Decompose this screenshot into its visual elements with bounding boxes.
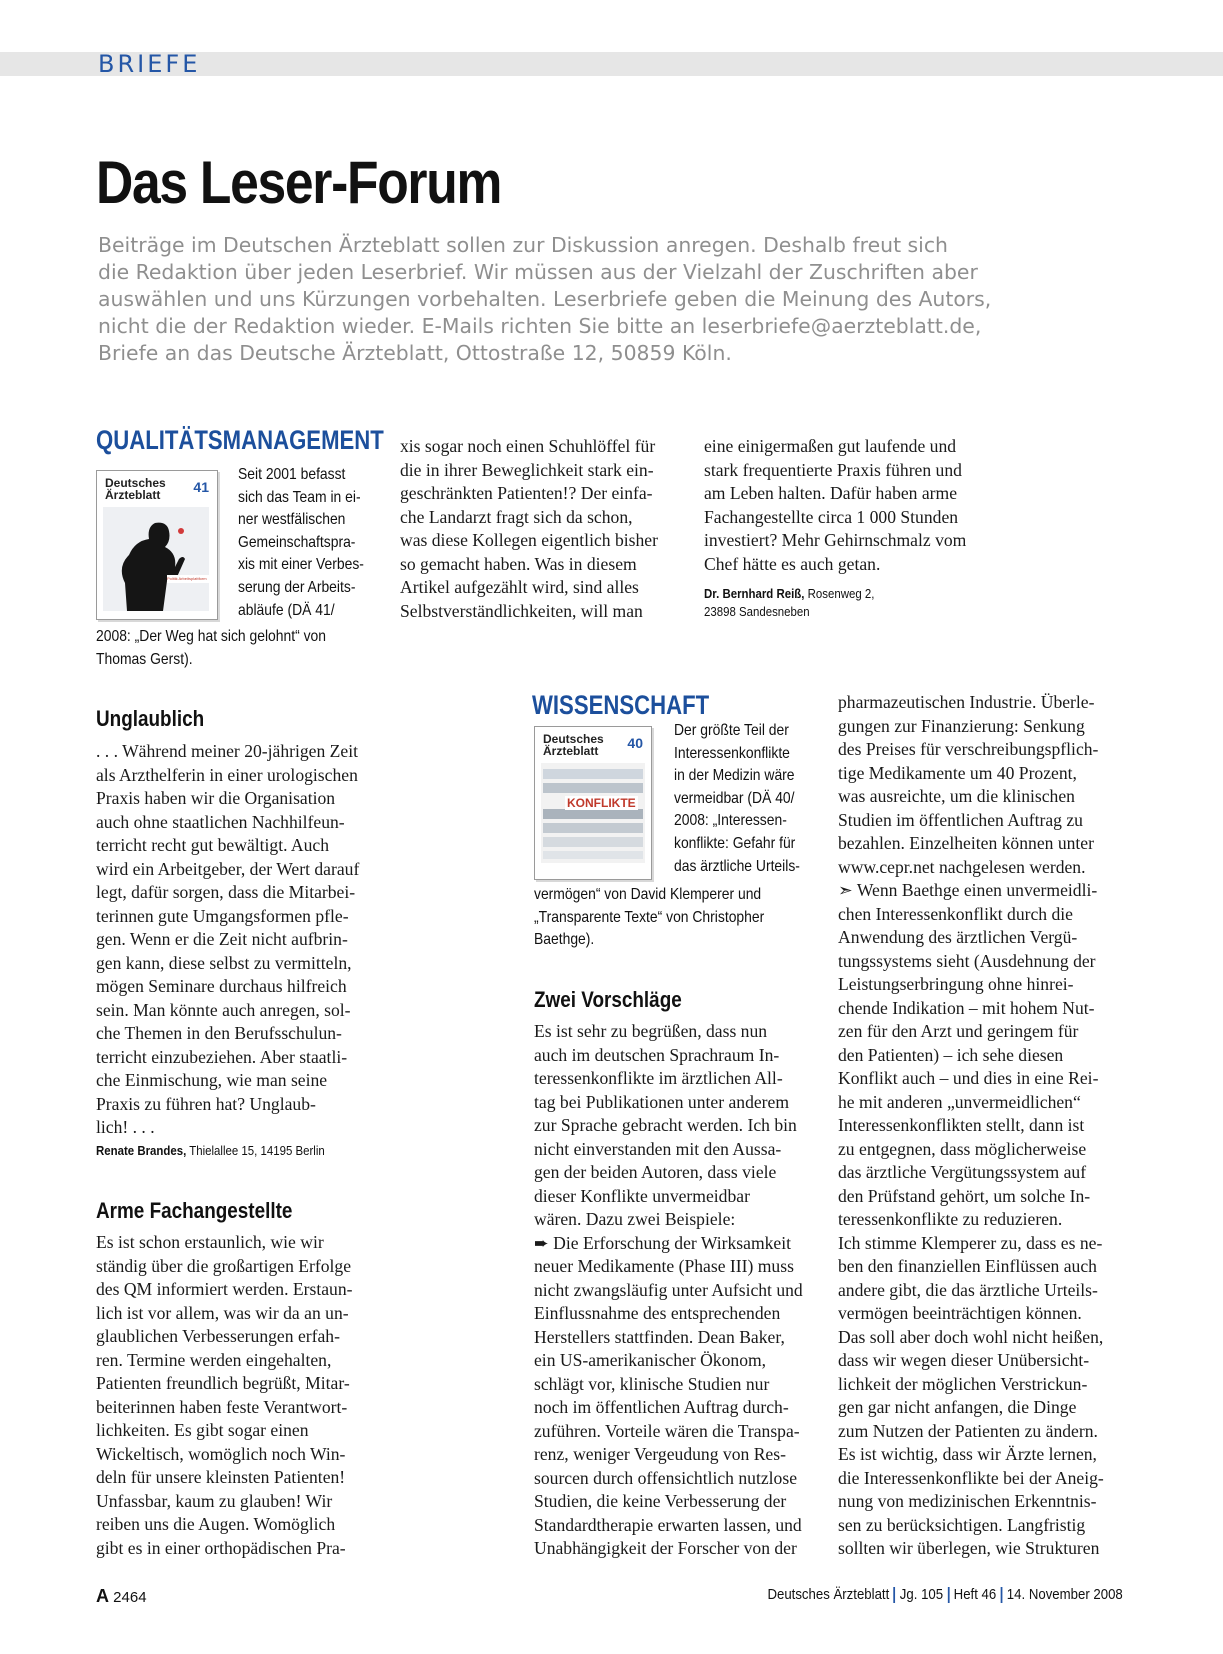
wiss-cover-image: [534, 726, 652, 880]
letter-zwei: [534, 986, 710, 1014]
body-line: Standardtherapie erwarten lassen, und: [534, 1514, 802, 1535]
summary-line: 2008: „Der Weg hat sich gelohnt“ von: [96, 628, 327, 645]
separator: [894, 1587, 896, 1603]
body-line: Unfassbar, kaum zu glauben! Wir: [96, 1490, 333, 1511]
author-address: 23898 Sandesneben: [704, 604, 810, 619]
body-line: Praxis haben wir die Organisation: [96, 788, 336, 808]
body-line: reiben uns die Augen. Womöglich: [96, 1514, 336, 1534]
silhouette-image: [97, 471, 217, 619]
body-line: Ich stimme Klemperer zu, dass es ne-: [838, 1232, 1103, 1253]
body-line: Es ist sehr zu begrüßen, dass nun: [534, 1021, 768, 1041]
body-line: lichkeit der möglichen Verstrickun-: [838, 1373, 1088, 1394]
body-line: terinnen gute Umgangsformen pfle-: [96, 905, 349, 926]
body-line: terricht einzubeziehen. Aber staatli-: [96, 1046, 348, 1067]
body-line: Konflikt auch – und dies in eine Rei-: [838, 1068, 1099, 1088]
body-line: geschränkten Patienten!? Der einfa-: [400, 483, 653, 503]
body-line: tungssystems sieht (Ausdehnung der: [838, 950, 1096, 971]
author-address: Thielallee 15, 14195 Berlin: [189, 1143, 325, 1158]
qm-cover-image: [96, 470, 218, 620]
journal-name: Deutsches Ärzteblatt: [767, 1586, 890, 1603]
body-line: ben den finanziellen Einflüssen auch: [838, 1256, 1097, 1276]
letter-body-continued: [400, 435, 658, 623]
letter-body-continued: [704, 435, 966, 576]
body-line: mögen Seminare durchaus hilfreich: [96, 976, 347, 996]
summary-line: Interessenkonflikte: [674, 744, 790, 762]
body-line: tige Medikamente um 40 Prozent,: [838, 762, 1077, 783]
letter-unglaublich: [96, 705, 225, 733]
body-line: sourcen durch offensichtlich nutzlose: [534, 1467, 798, 1488]
body-line: gen gar nicht anfangen, die Dinge: [838, 1397, 1077, 1417]
body-line: zum Nutzen der Patienten zu ändern.: [838, 1420, 1098, 1441]
body-line: das ärztliche Vergütungssystem auf: [838, 1162, 1087, 1182]
summary-line: das ärztliche Urteils-: [674, 857, 800, 875]
journal-issue: Heft 46: [953, 1586, 997, 1603]
body-line: legt, dafür sorgen, dass die Mitarbei-: [96, 882, 356, 902]
letter-body: [534, 1020, 803, 1561]
body-line: Interessenkonflikten stellt, dann ist: [838, 1115, 1085, 1135]
body-line: zen für den Arzt und geringem für: [838, 1021, 1079, 1041]
body-line: ➣ Wenn Baethge einen unvermeidli-: [838, 880, 1098, 900]
body-line: auch ohne staatlichen Nachhilfeun-: [96, 811, 345, 832]
body-line: wären. Dazu zwei Beispiele:: [534, 1209, 736, 1229]
summary-line: Seit 2001 befasst: [238, 466, 346, 483]
body-line: Chef hätte es auch getan.: [704, 553, 881, 574]
letter-body: [96, 740, 359, 1140]
body-line: was diese Kollegen eigentlich bisher: [400, 530, 658, 550]
cover-overlay-text: KONFLIKTE: [567, 796, 636, 810]
summary-line: ner westfälischen: [238, 511, 346, 529]
journal-volume: Jg. 105: [900, 1586, 944, 1603]
summary-line: Thomas Gerst).: [96, 650, 193, 668]
letter-arme: [96, 1197, 330, 1225]
intro-line[interactable]: nicht die der Redaktion wieder. E-Mails richten Sie bitte an leserbriefe@aerzteblatt.de,: [98, 314, 982, 338]
page-prefix: A: [96, 1586, 109, 1606]
summary-line: vermeidbar (DÄ 40/: [674, 789, 795, 807]
body-line: Unabhängigkeit der Forscher von der: [534, 1538, 797, 1558]
letter-body-continued: [838, 691, 1104, 1561]
qm-summary-side: [238, 464, 381, 622]
body-line: teressenkonflikte zu reduzieren.: [838, 1209, 1063, 1229]
body-line: Praxis zu führen hat? Unglaub-: [96, 1093, 316, 1114]
body-line: nicht zwangsläufig unter Aufsicht und: [534, 1279, 803, 1300]
body-line: zu entgegnen, dass möglicherweise: [838, 1138, 1087, 1159]
wiss-header: WISSENSCHAFT: [532, 690, 710, 720]
body-line: Fachangestellte circa 1 000 Stunden: [704, 506, 959, 527]
wiss-summary-full: [534, 884, 796, 952]
body-line: Herstellers stattfinden. Dean Baker,: [534, 1326, 785, 1347]
body-line: so gemacht haben. Was in diesem: [400, 553, 637, 574]
summary-line: abläufe (DÄ 41/: [238, 601, 335, 619]
body-line: teressenkonflikte im ärztlichen All-: [534, 1068, 783, 1088]
body-line: Patienten freundlich begrüßt, Mitar-: [96, 1373, 350, 1393]
summary-line: konflikte: Gefahr für: [674, 834, 796, 852]
wiss-section: [532, 689, 748, 721]
body-line: andere gibt, die das ärztliche Urteils-: [838, 1279, 1098, 1300]
body-line: xis sogar noch einen Schuhlöffel für: [400, 436, 656, 456]
letter-signature: [96, 1142, 325, 1160]
body-line: noch im öffentlichen Auftrag durch-: [534, 1397, 789, 1417]
qm-section: [96, 424, 386, 456]
letter-title: Zwei Vorschläge: [534, 987, 682, 1012]
cover-issue-number: 40: [627, 735, 643, 751]
letter-body: [96, 1231, 353, 1560]
body-line: was ausreichte, um die klinischen: [838, 786, 1075, 806]
body-line: tag bei Publikationen unter anderem: [534, 1091, 790, 1112]
section-label: BRIEFE: [98, 50, 201, 78]
author-name: Renate Brandes,: [96, 1143, 187, 1158]
body-line: gen. Wenn er die Zeit nicht aufbrin-: [96, 929, 348, 949]
body-line: pharmazeutischen Industrie. Überle-: [838, 692, 1095, 712]
author-address: Rosenweg 2,: [807, 586, 875, 601]
summary-line: Baethge).: [534, 931, 595, 949]
body-line: chende Indikation – mit hohem Nut-: [838, 997, 1095, 1018]
intro-paragraph: [98, 232, 998, 367]
body-line: he mit anderen „unvermeidlichen“: [838, 1091, 1081, 1112]
body-line: Selbstverständlichkeiten, will man: [400, 600, 643, 621]
body-line: www.cepr.net nachgelesen werden.: [838, 856, 1086, 877]
body-line: sein. Man könnte auch anregen, sol-: [96, 999, 351, 1020]
body-line: nung von medizinischen Erkenntnis-: [838, 1491, 1097, 1511]
body-line: neuer Medikamente (Phase III) muss: [534, 1256, 794, 1276]
body-line: gibt es in einer orthopädischen Pra-: [96, 1537, 346, 1558]
body-line: beiterinnen haben feste Verantwort-: [96, 1396, 348, 1417]
body-line: stark frequentierte Praxis führen und: [704, 459, 962, 480]
summary-line: vermögen“ von David Klemperer und: [534, 886, 762, 903]
body-line: eine einigermaßen gut laufende und: [704, 436, 957, 456]
body-line: Studien im öffentlichen Auftrag zu: [838, 809, 1083, 830]
body-line: Es ist wichtig, dass wir Ärzte lernen,: [838, 1444, 1097, 1464]
body-line: wird ein Arbeitgeber, der Wert darauf: [96, 858, 360, 879]
intro-line: auswählen und uns Kürzungen vorbehalten. Leserbriefe geben die Meinung des Autors,: [98, 287, 992, 311]
summary-line: xis mit einer Verbes-: [238, 556, 364, 574]
separator: [948, 1587, 950, 1603]
body-line: dieser Konflikte unvermeidbar: [534, 1185, 750, 1206]
body-line: vermögen beeinträchtigen können.: [838, 1303, 1082, 1323]
body-line: schlägt vor, klinische Studien nur: [534, 1373, 770, 1394]
body-line: ein US-amerikanischer Ökonom,: [534, 1350, 767, 1370]
qm-summary-full: [96, 626, 357, 671]
summary-line: Gemeinschaftspra-: [238, 533, 356, 551]
letter-title: Unglaublich: [96, 706, 205, 731]
summary-line: „Transparente Texte“ von Christopher: [534, 908, 765, 926]
body-line: Das soll aber doch wohl nicht heißen,: [838, 1326, 1104, 1347]
letter-title: Arme Fachangestellte: [96, 1198, 293, 1223]
body-line: gen kann, diese selbst zu vermitteln,: [96, 952, 352, 973]
cover-title: Deutsches Ärzteblatt: [543, 732, 604, 758]
body-line: . . . Während meiner 20-jährigen Zeit: [96, 741, 359, 761]
body-line: Es ist schon erstaunlich, wie wir: [96, 1232, 324, 1252]
cover-title: Deutsches Ärzteblatt: [105, 476, 166, 502]
author-name: Dr. Bernhard Reiß,: [704, 586, 805, 601]
body-line: ren. Termine werden eingehalten,: [96, 1349, 332, 1370]
body-line: che Themen in den Berufsschulun-: [96, 1023, 342, 1043]
body-line: Anwendung des ärztlichen Vergü-: [838, 927, 1078, 947]
body-line: des QM informiert werden. Erstaun-: [96, 1279, 353, 1299]
journal-info: [768, 1586, 1123, 1603]
body-line: terricht recht gut bewältigt. Auch: [96, 835, 330, 855]
summary-line: sich das Team in ei-: [238, 488, 361, 506]
body-line: als Arzthelferin in einer urologischen: [96, 764, 358, 785]
cover-issue-number: 41: [193, 479, 209, 495]
body-line: auch im deutschen Sprachraum In-: [534, 1044, 780, 1065]
page-number-value: 2464: [113, 1589, 147, 1606]
body-line: lich! . . .: [96, 1117, 155, 1137]
body-line: che Landarzt fragt sich da schon,: [400, 506, 633, 527]
body-line: sollten wir überlegen, wie Strukturen: [838, 1538, 1100, 1558]
body-line: ➨ Die Erforschung der Wirksamkeit: [534, 1232, 792, 1253]
body-line: chen Interessenkonflikt durch die: [838, 903, 1073, 924]
body-line: die Interessenkonflikte bei der Aneig-: [838, 1467, 1104, 1488]
body-line: bezahlen. Einzelheiten können unter: [838, 833, 1094, 853]
journal-date: 14. November 2008: [1007, 1586, 1123, 1603]
summary-line: 2008: „Interessen-: [674, 812, 787, 830]
body-line: deln für unsere kleinsten Patienten!: [96, 1467, 346, 1487]
body-line: den Prüfstand gehört, um solche In-: [838, 1185, 1091, 1206]
body-line: gen der beiden Autoren, dass viele: [534, 1162, 777, 1182]
letter-signature: [704, 585, 874, 621]
intro-line: die Redaktion über jeden Leserbrief. Wir müssen aus der Vielzahl der Zuschriften aber: [98, 260, 978, 284]
qm-header: QUALITÄTSMANAGEMENT: [96, 425, 384, 455]
body-line: zur Sprache gebracht werden. Ich bin: [534, 1115, 797, 1135]
body-line: ständig über die großartigen Erfolge: [96, 1255, 352, 1276]
body-line: Einflussnahme des entsprechenden: [534, 1303, 781, 1323]
body-line: glaublichen Verbesserungen erfah-: [96, 1326, 340, 1346]
body-line: nicht einverstanden mit den Aussa-: [534, 1138, 782, 1159]
cover-overlay-text: Politik Arbeitsplattform: [167, 576, 207, 581]
body-line: den Patienten) – ich sehe diesen: [838, 1044, 1064, 1065]
body-line: lich ist vor allem, was wir da an un-: [96, 1302, 349, 1323]
body-line: Wickeltisch, womöglich noch Win-: [96, 1443, 346, 1464]
body-line: che Einmischung, wie man seine: [96, 1070, 328, 1090]
body-line: des Preises für verschreibungspflich-: [838, 739, 1099, 759]
body-line: die in ihrer Beweglichkeit stark ein-: [400, 459, 654, 480]
body-line: Leistungserbringung ohne hinrei-: [838, 974, 1074, 994]
summary-line: serung der Arbeits-: [238, 578, 356, 596]
body-line: am Leben halten. Dafür haben arme: [704, 483, 958, 503]
intro-line: Briefe an das Deutsche Ärzteblatt, Ottostraße 12, 50859 Köln.: [98, 341, 732, 365]
intro-line: Beiträge im Deutschen Ärzteblatt sollen zur Diskussion anregen. Deshalb freut sich: [98, 233, 948, 257]
wiss-summary-side: [674, 720, 817, 878]
summary-line: in der Medizin wäre: [674, 767, 795, 785]
page-title: Das Leser-Forum: [96, 149, 502, 216]
page-number: [96, 1586, 147, 1607]
summary-line: Der größte Teil der: [674, 722, 789, 739]
body-line: Studien, die keine Verbesserung der: [534, 1491, 787, 1511]
body-line: Artikel aufgezählt wird, sind alles: [400, 577, 639, 597]
body-line: lichkeiten. Es gibt sogar einen: [96, 1420, 309, 1440]
body-line: gungen zur Finanzierung: Senkung: [838, 715, 1085, 736]
separator: [1001, 1587, 1003, 1603]
body-line: zuführen. Vorteile wären die Transpa-: [534, 1420, 800, 1441]
body-line: renz, weniger Vergeudung von Res-: [534, 1444, 786, 1464]
body-line: sen zu berücksichtigen. Langfristig: [838, 1514, 1086, 1535]
body-line: dass wir wegen dieser Unübersicht-: [838, 1350, 1090, 1370]
body-line: investiert? Mehr Gehirnschmalz vom: [704, 530, 967, 550]
